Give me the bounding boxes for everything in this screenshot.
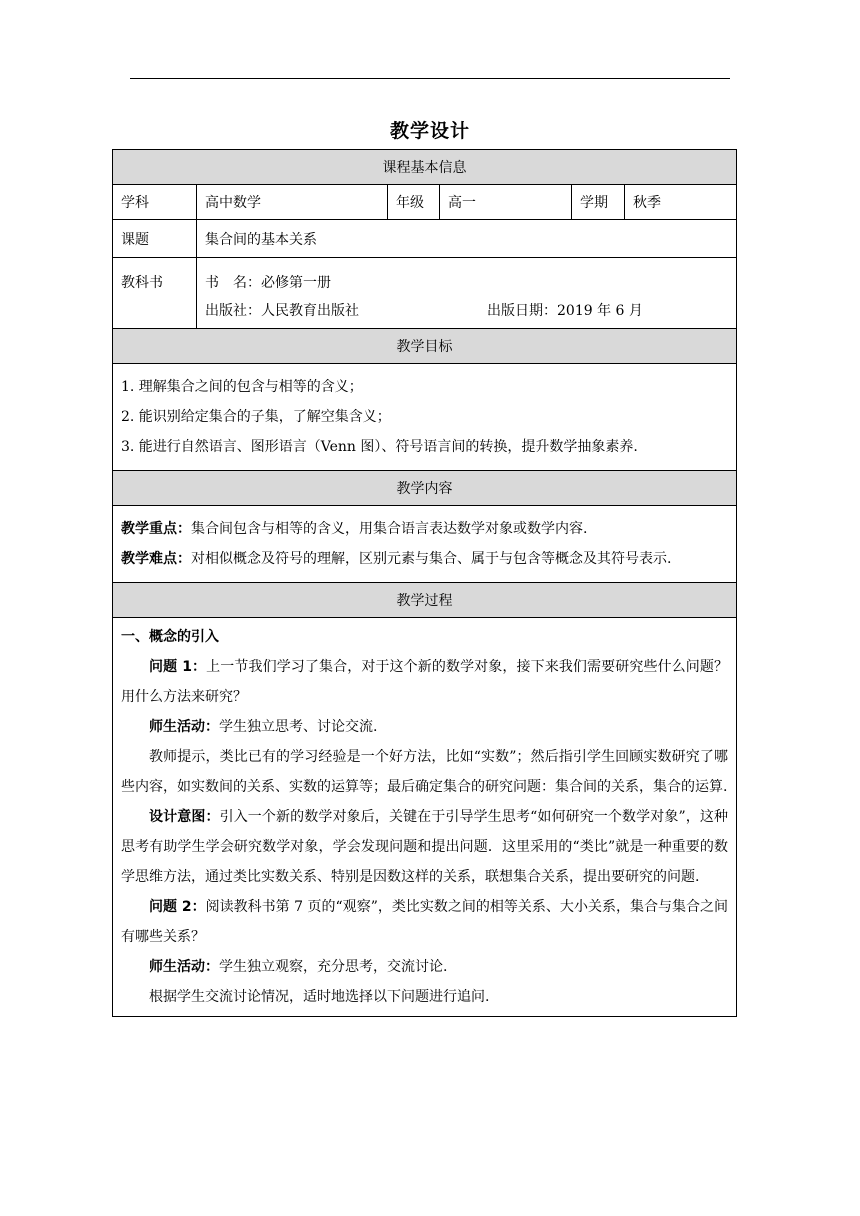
question-2-label: 问题 2： <box>149 899 206 915</box>
subject-label: 学科 <box>113 185 197 219</box>
section1-title: 一、概念的引入 <box>121 629 219 645</box>
lesson-plan-table <box>112 149 737 1017</box>
section-header-basic-info: 课程基本信息 <box>113 150 736 185</box>
grade-value: 高一 <box>440 185 572 219</box>
key-point <box>121 514 728 544</box>
difficulty-text: 对相似概念及符号的理解，区别元素与集合、属于与包含等概念及其符号表示. <box>191 551 672 567</box>
publish-date: 出版日期：2019 年 6 月 <box>487 303 643 319</box>
difficulty-label: 教学难点： <box>121 551 191 567</box>
topic-row <box>113 220 736 258</box>
document-title: 教学设计 <box>389 120 470 142</box>
activity-1-label: 师生活动： <box>149 719 219 735</box>
objectives-section <box>113 364 736 471</box>
question-1 <box>121 652 728 712</box>
section-header-process: 教学过程 <box>113 583 736 618</box>
difficulty-point <box>121 544 728 574</box>
publisher: 出版社：人民教育出版社 <box>205 303 359 319</box>
publisher-line <box>205 300 728 328</box>
section-header-objectives: 教学目标 <box>113 329 736 364</box>
header-rule <box>130 78 730 79</box>
subject-value: 高中数学 <box>197 185 388 219</box>
objective-item: 1. 理解集合之间的包含与相等的含义； <box>121 379 363 395</box>
content-section <box>113 506 736 583</box>
textbook-row <box>113 258 736 329</box>
topic-label: 课题 <box>113 220 197 257</box>
grade-label: 年级 <box>388 185 440 219</box>
activity-1-text: 学生独立思考、讨论交流. <box>219 719 378 735</box>
question-1-text: 上一节我们学习了集合，对于这个新的数学对象，接下来我们需要研究些什么问题？用什么方法来研究？ <box>121 659 728 705</box>
key-point-text: 集合间包含与相等的含义，用集合语言表达数学对象或数学内容. <box>191 521 588 537</box>
textbook-label: 教科书 <box>113 258 197 328</box>
question-2 <box>121 892 728 952</box>
activity-2-label: 师生活动： <box>149 959 219 975</box>
section-header-content: 教学内容 <box>113 471 736 506</box>
textbook-info <box>197 258 736 328</box>
objective-item: 3. 能进行自然语言、图形语言（Venn 图）、符号语言间的转换，提升数学抽象素养. <box>121 439 638 455</box>
followup-note: 根据学生交流讨论情况，适时地选择以下问题进行追问. <box>149 989 490 1005</box>
design-intent <box>121 802 728 892</box>
activity-2-text: 学生独立观察，充分思考，交流讨论. <box>219 959 448 975</box>
key-point-label: 教学重点： <box>121 521 191 537</box>
design-intent-label: 设计意图： <box>149 809 220 825</box>
term-label: 学期 <box>572 185 625 219</box>
objective-item: 2. 能识别给定集合的子集，了解空集含义； <box>121 409 391 425</box>
book-name: 书 名：必修第一册 <box>205 275 331 291</box>
question-1-label: 问题 1： <box>149 659 207 675</box>
question-2-text: 阅读教科书第 7 页的“观察”，类比实数之间的相等关系、大小关系，集合与集合之间有哪些关系？ <box>121 899 728 945</box>
topic-value: 集合间的基本关系 <box>205 231 317 248</box>
activity-1 <box>121 712 728 742</box>
basic-info-row <box>113 185 736 220</box>
process-section <box>113 618 736 1016</box>
teacher-hint: 教师提示，类比已有的学习经验是一个好方法，比如“实数”；然后指引学生回顾实数研究了哪些内容，如实数间的关系、实数的运算等；最后确定集合的研究问题：集合间的关系，集合的运算. <box>121 749 728 795</box>
activity-2 <box>121 952 728 982</box>
design-intent-text: 引入一个新的数学对象后，关键在于引导学生思考“如何研究一个数学对象”，这种思考有助学生学会研究数学对象，学会发现问题和提出问题．这里采用的“类比”就是一种重要的数学思维方法，通过类比实数关系、特别是因数这样的关系，联想集合关系，提出要研究的问题. <box>121 809 729 885</box>
term-value: 秋季 <box>633 195 661 211</box>
